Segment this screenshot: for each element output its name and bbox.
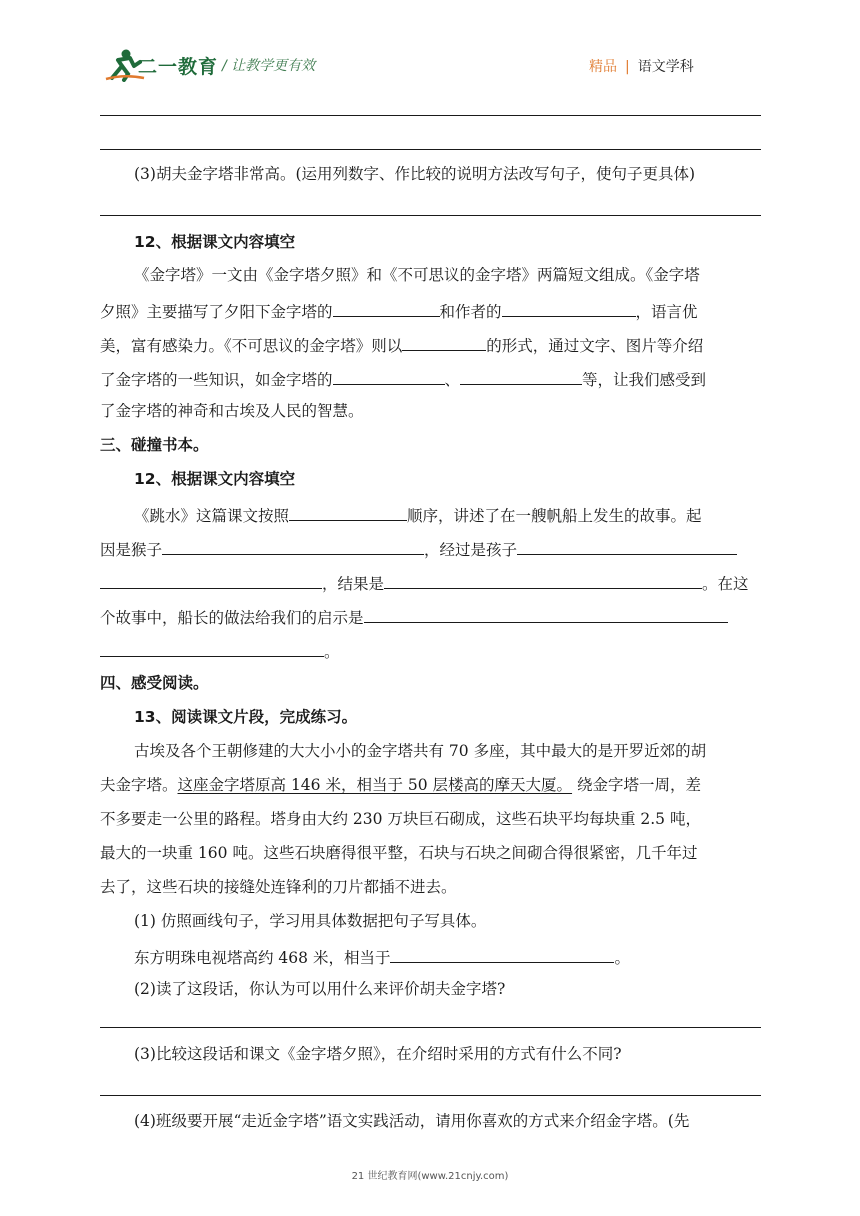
text-fragment: 夫金字塔。 <box>100 776 178 794</box>
sub-question-1: (1) 仿照画线句子，学习用具体数据把句子写具体。 <box>134 912 487 930</box>
text-fragment: 。 <box>324 643 340 661</box>
fill-blank[interactable] <box>384 571 702 589</box>
section-heading: 四、感受阅读。 <box>100 674 209 692</box>
paragraph-line <box>100 333 703 356</box>
text-fragment: 。 <box>614 949 630 967</box>
text-fragment: 了金字塔的一些知识，如金字塔的 <box>100 371 333 389</box>
badge-separator: | <box>625 59 630 75</box>
answer-line[interactable] <box>100 215 761 216</box>
text-fragment: 、 <box>444 371 461 389</box>
text-fragment: 。在这 <box>702 575 749 593</box>
badge-subject: 语文学科 <box>637 59 694 75</box>
paragraph-line: 《金字塔》一文由《金字塔夕照》和《不可思议的金字塔》两篇短文组成。《金字塔 <box>134 266 700 284</box>
section-heading: 三、碰撞书本。 <box>100 436 209 454</box>
fill-blank[interactable] <box>460 367 582 385</box>
text-fragment: 等，让我们感受到 <box>582 371 707 389</box>
text-fragment: 东方明珠电视塔高约 468 米，相当于 <box>134 949 391 967</box>
fill-blank[interactable] <box>162 537 424 555</box>
paragraph-line <box>100 367 706 390</box>
text-fragment: ，经过是孩子 <box>424 541 518 559</box>
text-fragment: 因是猴子 <box>100 541 163 559</box>
fill-blank[interactable] <box>390 945 614 963</box>
paragraph-line: 了金字塔的神奇和古埃及人民的智慧。 <box>100 402 364 420</box>
badge-quality: 精品 <box>589 59 617 75</box>
text-fragment: 美，富有感染力。《不可思议的金字塔》则以 <box>100 337 403 355</box>
fill-blank[interactable] <box>100 639 324 657</box>
answer-line[interactable] <box>100 1027 761 1028</box>
sub-question-3: (3)比较这段话和课文《金字塔夕照》，在介绍时采用的方式有什么不同? <box>134 1045 622 1063</box>
brand-slogan: / 让教学更有效 <box>222 58 316 74</box>
text-fragment: 绕金字塔一周，差 <box>572 776 701 794</box>
text-fragment: 夕照》主要描写了夕阳下金字塔的 <box>100 303 333 321</box>
answer-line[interactable] <box>100 115 761 116</box>
paragraph-line <box>100 537 737 560</box>
fill-blank[interactable] <box>502 299 636 317</box>
fill-blank[interactable] <box>100 571 322 589</box>
fill-blank[interactable] <box>333 367 445 385</box>
paragraph-line <box>100 299 698 322</box>
text-fragment: 的形式，通过文字、图片等介绍 <box>486 337 704 355</box>
text-fragment: 《跳水》这篇课文按照 <box>134 507 290 525</box>
page-footer: 21 世纪教育网(www.21cnjy.com) <box>351 1171 509 1182</box>
question-12-title: 12、根据课文内容填空 <box>134 470 296 488</box>
fill-blank[interactable] <box>517 537 737 555</box>
answer-line[interactable] <box>100 1095 761 1096</box>
text-fragment: 顺序，讲述了在一艘帆船上发生的故事。起 <box>407 507 702 525</box>
fill-blank[interactable] <box>333 299 440 317</box>
paragraph-line <box>100 571 749 594</box>
question-12-title: 12、根据课文内容填空 <box>134 233 296 251</box>
question-13-title: 13、阅读课文片段，完成练习。 <box>134 708 358 726</box>
text-fragment: ，语言优 <box>635 303 698 321</box>
fill-blank[interactable] <box>289 503 407 521</box>
fill-blank[interactable] <box>402 333 486 351</box>
paragraph-line <box>100 639 340 662</box>
text-fragment: 和作者的 <box>439 303 502 321</box>
underlined-sentence: 这座金字塔原高 146 米，相当于 50 层楼高的摩天大厦。 <box>177 776 573 794</box>
passage-line: 古埃及各个王朝修建的大大小小的金字塔共有 70 多座，其中最大的是开罗近郊的胡 <box>134 742 707 760</box>
question-11-3: (3)胡夫金字塔非常高。(运用列数字、作比较的说明方法改写句子，使句子更具体) <box>134 165 696 183</box>
sub-question-1-answer <box>134 945 630 968</box>
passage-line: 去了，这些石块的接缝处连锋利的刀片都插不进去。 <box>100 878 457 896</box>
page-header <box>0 0 860 90</box>
answer-line[interactable] <box>100 149 761 150</box>
sub-question-2: (2)读了这段话，你认为可以用什么来评价胡夫金字塔? <box>134 980 506 998</box>
paragraph-line <box>134 503 702 526</box>
text-fragment: ，结果是 <box>322 575 385 593</box>
passage-line: 最大的一块重 160 吨。这些石块磨得很平整，石块与石块之间砌合得很紧密，几千年过 <box>100 844 698 862</box>
brand-name: 二一教育 <box>138 56 219 78</box>
header-badge <box>589 56 694 76</box>
text-fragment: 个故事中，船长的做法给我们的启示是 <box>100 609 364 627</box>
sub-question-4: (4)班级要开展“走近金字塔”语文实践活动，请用你喜欢的方式来介绍金字塔。(先 <box>134 1112 690 1130</box>
passage-line: 不多要走一公里的路程。塔身由大约 230 万块巨石砌成，这些石块平均每块重 2.5 吨， <box>100 810 701 828</box>
fill-blank[interactable] <box>364 605 728 623</box>
passage-line <box>100 775 701 795</box>
paragraph-line <box>100 605 728 628</box>
